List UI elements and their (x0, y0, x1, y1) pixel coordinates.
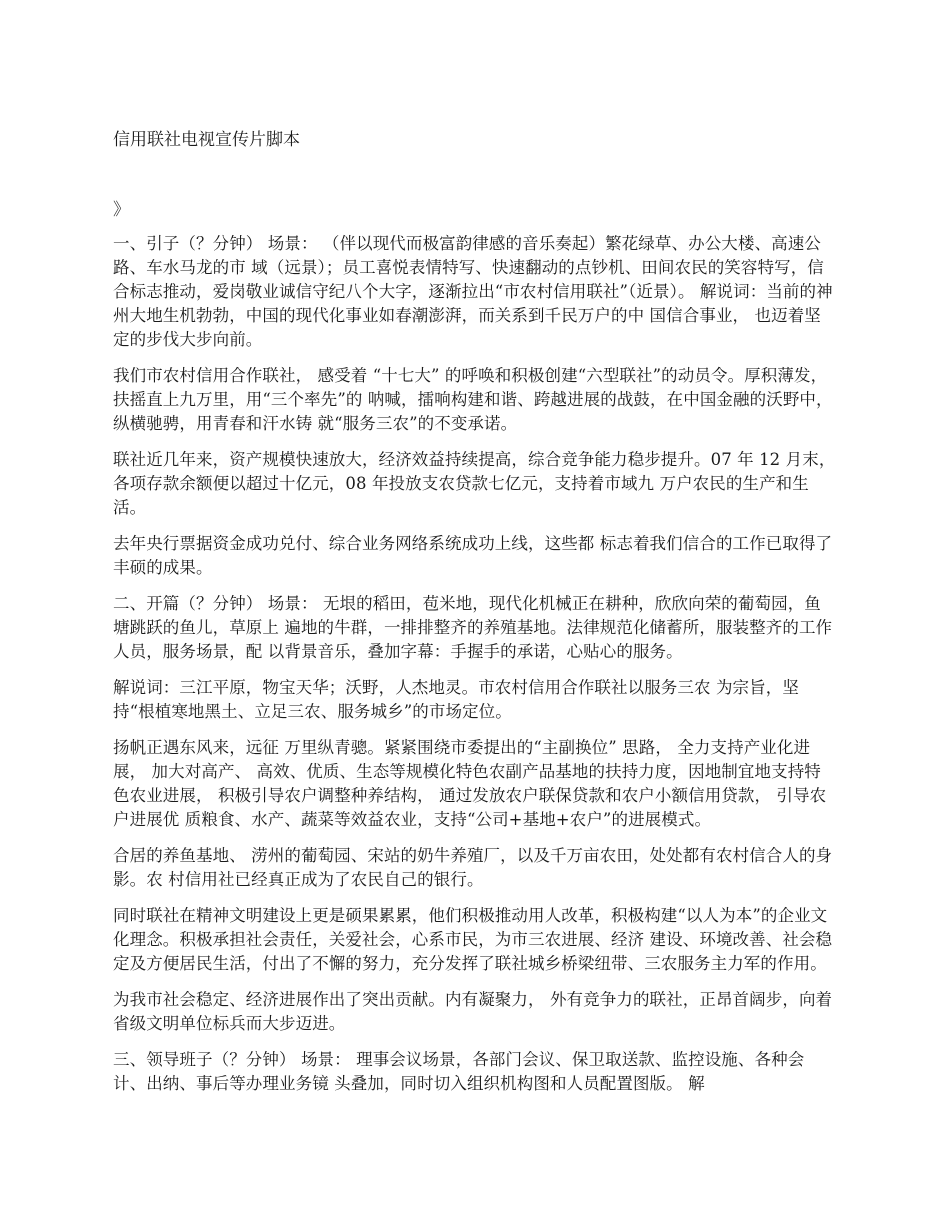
paragraph-achievements: 去年央行票据资金成功兑付、综合业务网络系统成功上线，这些都 标志着我们信合的工作已取得了丰硕的成果。 (113, 534, 833, 577)
paragraph-union-commitment: 我们市农村信用合作联社， 感受着 “十七大” 的呼唤和积极创建“六型联社”的动员令。厚积薄发，扶摇直上九万里，用“三个率先”的 呐喊，擂响构建和谐、跨越进展的战鼓，在中国金融的沃野中，纵横驰骋，用青春和汗水铸 就“服务三农”的不变承诺。 (113, 366, 833, 433)
paragraph-contribution: 为我市社会稳定、经济进展作出了突出贡献。内有凝聚力， 外有竞争力的联社，正昂首阔步，向着省级文明单位标兵而大步迈进。 (113, 990, 833, 1033)
document-body (113, 232, 837, 1108)
document-title: 信用联社电视宣传片脚本 (113, 130, 300, 150)
paragraph-opening-scene: 二、开篇（？分钟） 场景： 无垠的稻田，苞米地，现代化机械正在耕种，欣欣向荣的葡萄园，鱼塘跳跃的鱼儿，草原上 遍地的牛群，一排排整齐的养殖基地。法律规范化储蓄所，服装整齐的工作人员，服务场景，配 以背景音乐，叠加字幕：手握手的承诺，心贴心的服务。 (113, 594, 833, 661)
paragraph-intro-scene: 一、引子（？分钟） 场景： （伴以现代而极富韵律感的音乐奏起）繁花绿草、办公大楼、高速公路、车水马龙的市 域（远景）；员工喜悦表情特写、快速翻动的点钞机、田间农民的笑容特写，信合标志推动，爱岗敬业诚信守纪八个大字，逐渐拉出“市农村信用联社”（近景）。 解说词：当前的神州大地生机勃勃，中国的现代化事业如春潮澎湃，而关系到千民万户的中 国信合事业， 也迈着坚定的步伐大步向前。 (113, 234, 833, 349)
paragraph-narration-mission: 解说词：三江平原，物宝天华；沃野，人杰地灵。市农村信用合作联社以服务三农 为宗旨，坚持“根植寒地黑土、立足三农、服务城乡”的市场定位。 (113, 678, 799, 721)
paragraph-civilization-building: 同时联社在精神文明建设上更是硕果累累，他们积极推动用人改革，积极构建“以人为本”的企业文化理念。积极承担社会责任，关爱社会，心系市民，为市三农进展、经济 建设、环境改善、社会稳定及方便居民生活，付出了不懈的努力，充分发挥了联社城乡桥梁纽带、三农服务主力军的作用。 (113, 906, 833, 973)
paragraph-asset-growth: 联社近几年来，资产规模快速放大，经济效益持续提高，综合竞争能力稳步提升。07 年 12 月末，各项存款余额便以超过十亿元，08 年投放支农贷款七亿元，支持着市域九 万户农民的生产和生活。 (113, 450, 836, 517)
paragraph-industrial-support: 扬帆正遇东风来，远征 万里纵青骢。紧紧围绕市委提出的“主副换位” 思路， 全力支持产业化进展， 加大对高产、 高效、优质、生态等规模化特色农副产品基地的扶持力度，因地制宜地支持特色农业进展， 积极引导农户调整种养结构， 通过发放农户联保贷款和农户小额信用贷款， 引导农户进展优 质粮食、水产、蔬菜等效益农业，支持“公司+基地+农户”的进展模式。 (113, 738, 827, 829)
paragraph-farmers-bank: 合居的养鱼基地、 涝州的葡萄园、宋站的奶牛养殖厂，以及千万亩农田，处处都有农村信合人的身影。农 村信用社已经真正成为了农民自己的银行。 (113, 846, 833, 889)
paragraph-leadership-scene: 三、领导班子（？分钟） 场景： 理事会议场景，各部门会议、保卫取送款、监控设施、各种会计、出纳、事后等办理业务镜 头叠加，同时切入组织机构图和人员配置图版。 解 (113, 1050, 805, 1093)
section-mark: 》 (113, 200, 130, 220)
